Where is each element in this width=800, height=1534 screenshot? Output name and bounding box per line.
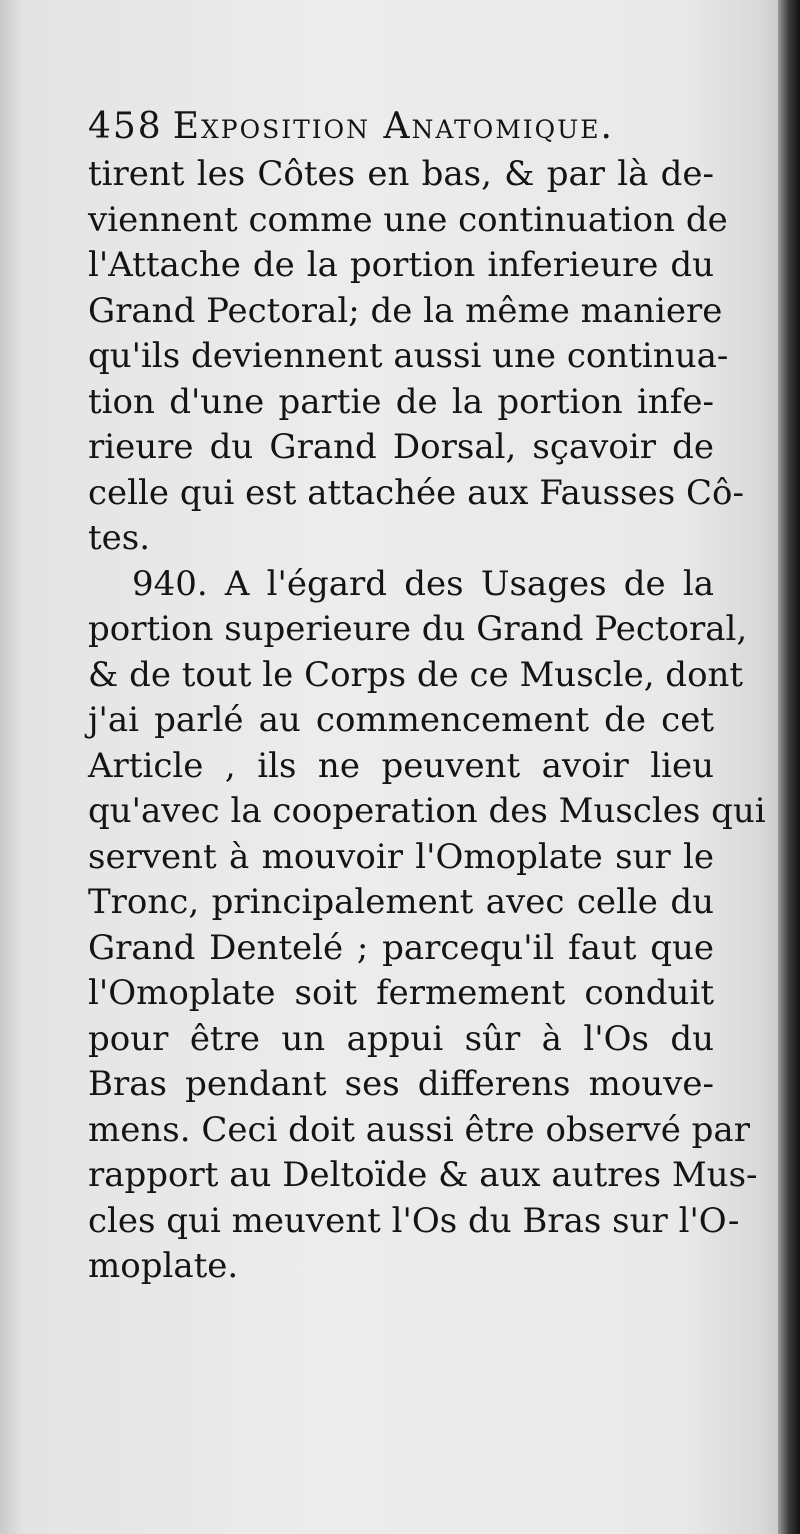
page-number: 458 xyxy=(88,106,163,147)
running-title: Exposition Anatomique. xyxy=(172,106,614,147)
text-line: Grand Pectoral; de la même maniere xyxy=(88,290,723,331)
text-line: qu'ils deviennent aussi une continua- xyxy=(88,336,729,376)
text-line: Grand Dentelé ; parcequ'il faut que xyxy=(88,927,714,968)
text-line: mens. Ceci doit aussi être observé par xyxy=(88,1109,750,1150)
text-line: viennent comme une continuation de xyxy=(88,199,728,240)
text-line: rapport au Deltoïde & aux autres Mus- xyxy=(88,1155,758,1195)
text-line: j'ai parlé au commencement de cet xyxy=(88,700,714,740)
text-line: qu'avec la cooperation des Muscles qui xyxy=(88,791,766,831)
text-line: cles qui meuvent l'Os du Bras sur l'O- xyxy=(88,1200,740,1241)
text-line: Tronc, principalement avec celle du xyxy=(88,882,714,922)
text-line: l'Omoplate soit fermement conduit xyxy=(88,973,714,1013)
text-line: tes. xyxy=(88,518,151,558)
text-line: & de tout le Corps de ce Muscle, dont xyxy=(88,654,744,695)
running-header xyxy=(88,106,708,147)
book-gutter-shadow xyxy=(778,0,800,1534)
text-line: portion superieure du Grand Pectoral, xyxy=(88,609,748,649)
text-line: tion d'une partie de la portion infe- xyxy=(88,381,714,422)
text-line: tirent les Côtes en bas, & par là de- xyxy=(88,154,714,194)
text-line: l'Attache de la portion inferieure du xyxy=(88,245,714,285)
text-line: servent à mouvoir l'Omoplate sur le xyxy=(88,836,714,877)
text-line: Bras pendant ses differens mouve- xyxy=(88,1064,714,1104)
body-text xyxy=(88,152,766,1290)
text-line: pour être un appui sûr à l'Os du xyxy=(88,1018,714,1059)
text-line: moplate. xyxy=(88,1246,239,1286)
text-line: 940. A l'égard des Usages de la xyxy=(132,563,714,604)
text-line: Article , ils ne peuvent avoir lieu xyxy=(88,745,714,786)
text-line: celle qui est attachée aux Fausses Cô- xyxy=(88,472,744,513)
text-line: rieure du Grand Dorsal, sçavoir de xyxy=(88,427,714,467)
